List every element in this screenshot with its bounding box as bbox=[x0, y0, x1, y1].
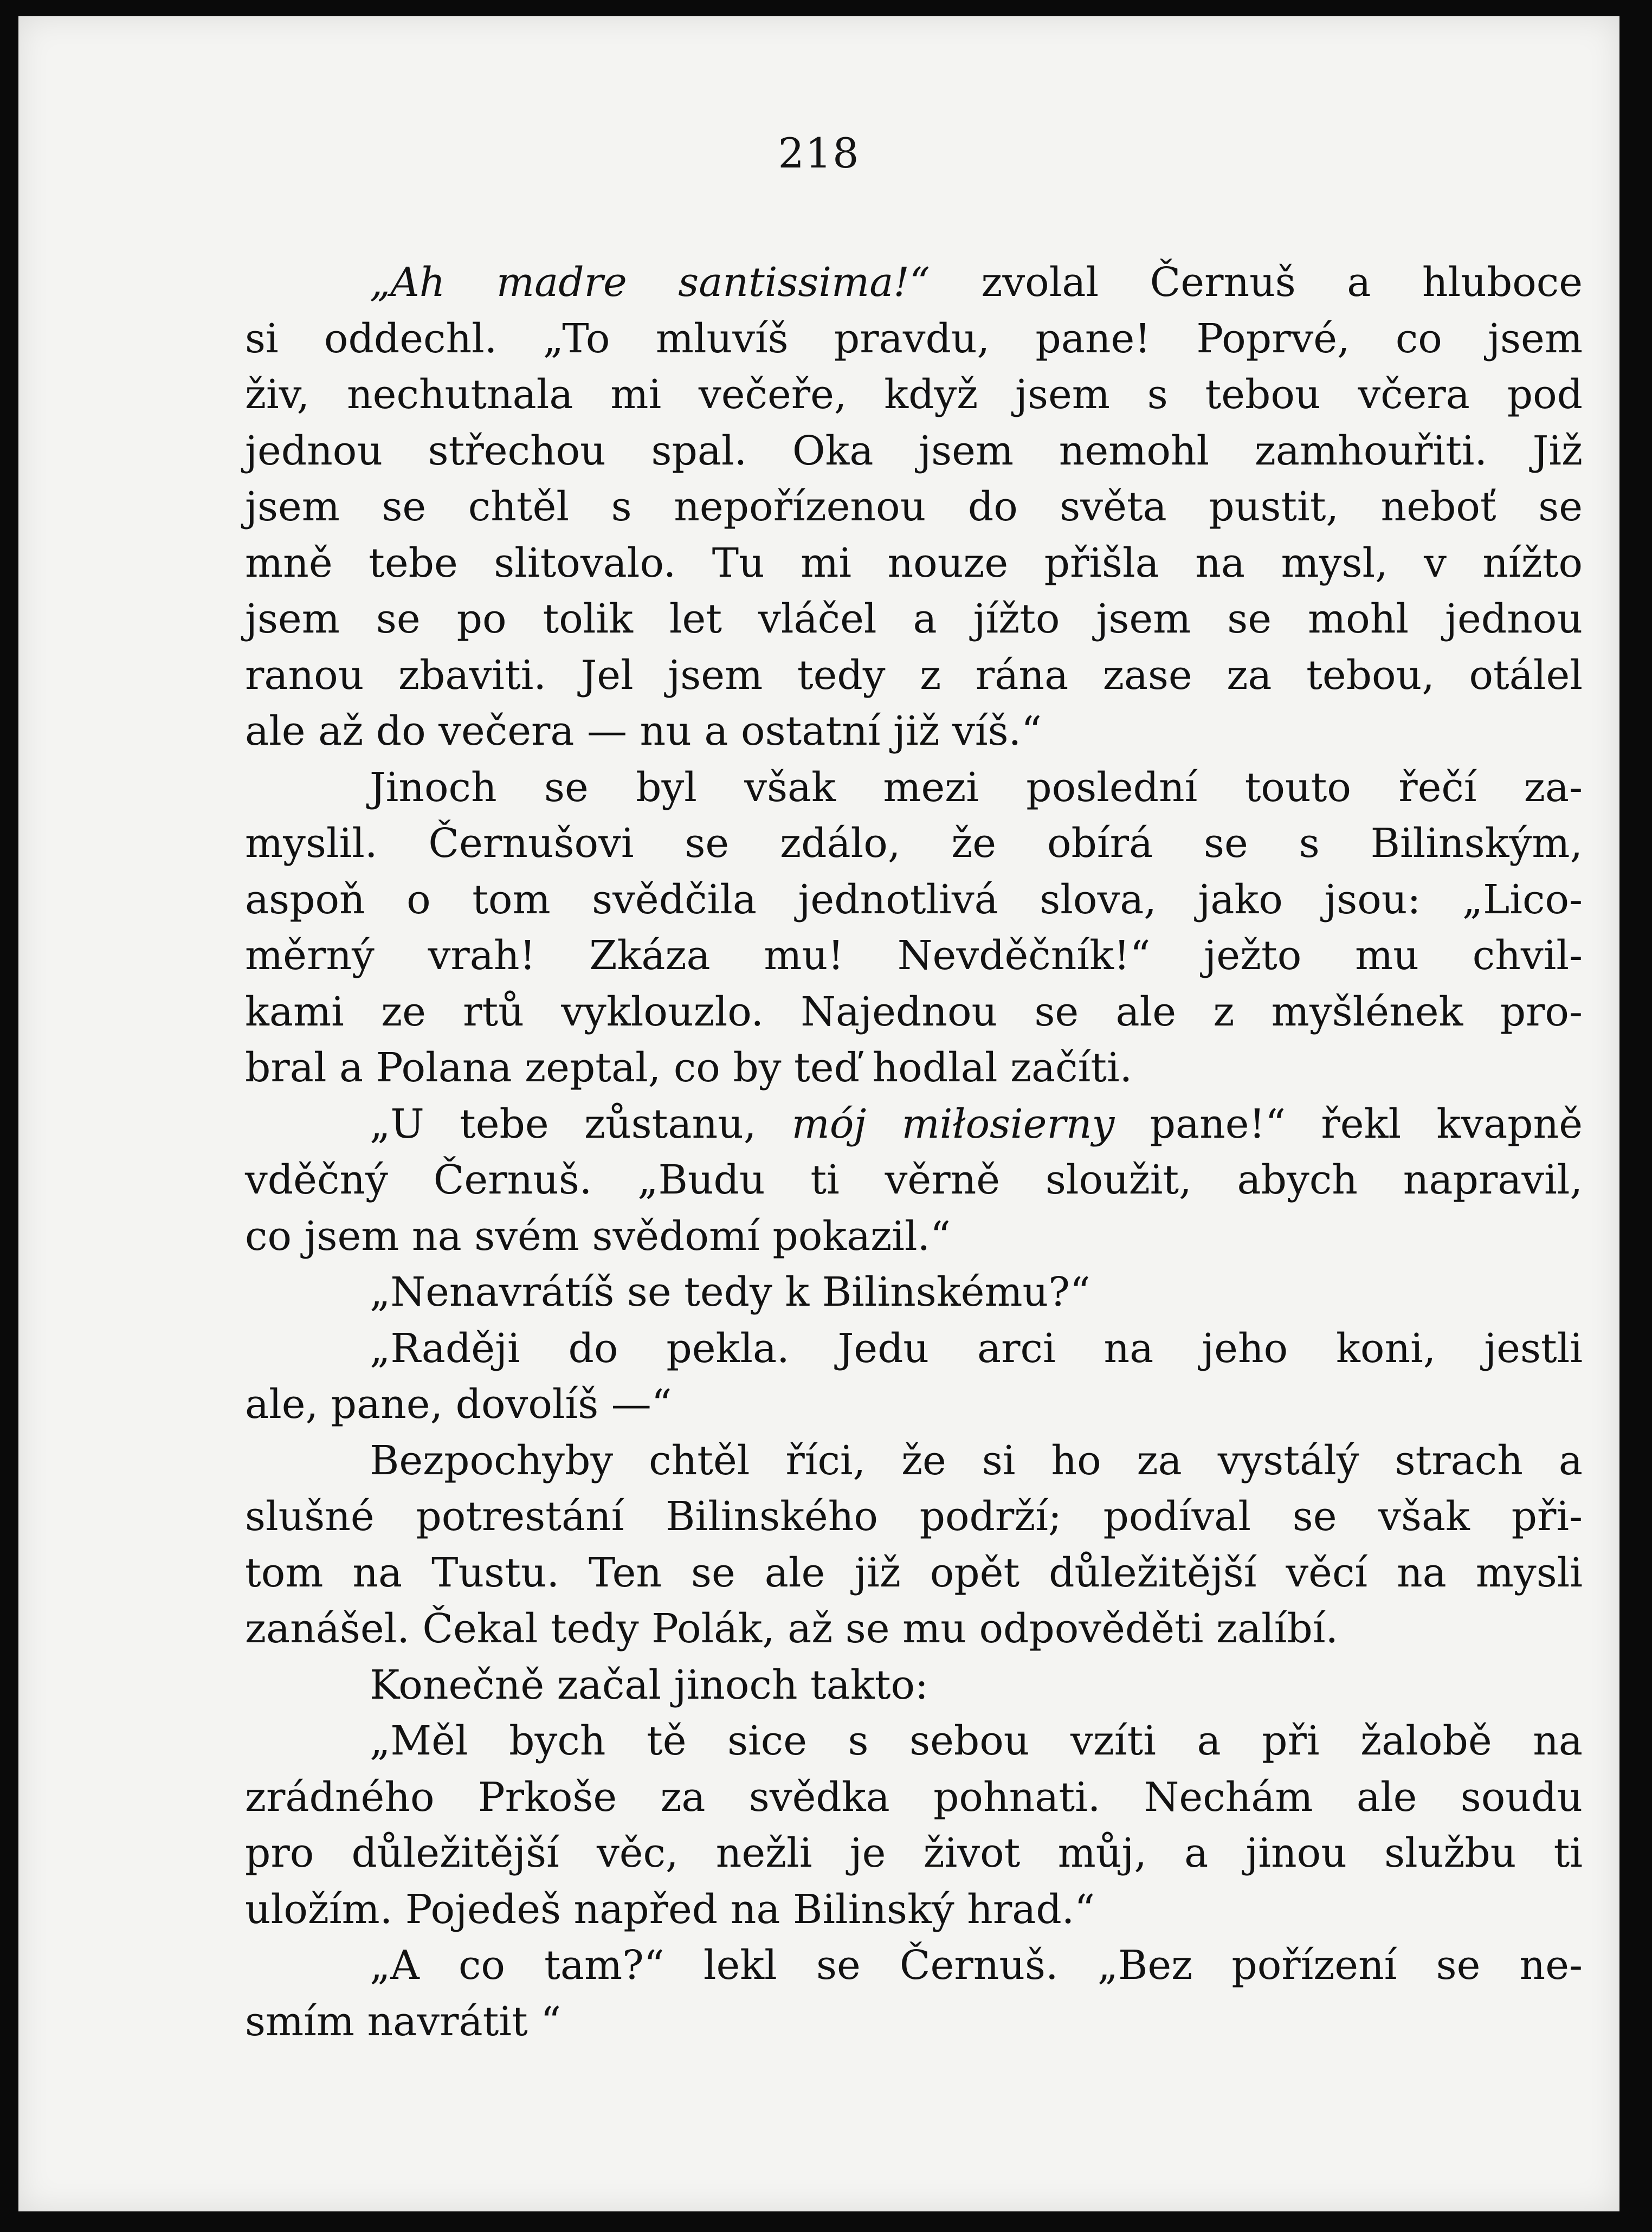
text-run: pane!“ řekl kvapně bbox=[1114, 1100, 1583, 1147]
text-line bbox=[245, 1377, 1583, 1433]
text-run: jsem se chtěl s nepořízenou do světa pustit, neboť se bbox=[245, 483, 1583, 530]
text-run: uložím. Pojedeš napřed na Bilinský hrad.“ bbox=[245, 1886, 1095, 1933]
text-run: co jsem na svém svědomí pokazil.“ bbox=[245, 1212, 951, 1260]
text-line bbox=[245, 1713, 1583, 1770]
text-line bbox=[245, 872, 1583, 928]
text-run: zrádného Prkoše za svědka pohnati. Nechám ale soudu bbox=[245, 1773, 1583, 1821]
text-run: Jinoch se byl však mezi poslední touto řečí za- bbox=[370, 764, 1583, 811]
text-run: ale, pane, dovolíš —“ bbox=[245, 1381, 672, 1428]
text-line bbox=[245, 1489, 1583, 1545]
text-run: mně tebe slitovalo. Tu mi nouze přišla na mysl, v nížto bbox=[245, 539, 1583, 586]
text-run: si oddechl. „To mluvíš pravdu, pane! Poprvé, co jsem bbox=[245, 315, 1583, 362]
text-line bbox=[245, 255, 1583, 311]
italic-phrase: mój miłosierny bbox=[791, 1100, 1115, 1147]
text-run: zvolal Černuš a hluboce bbox=[930, 259, 1583, 306]
text-line bbox=[245, 1321, 1583, 1377]
page-number: 218 bbox=[778, 129, 860, 177]
text-line bbox=[245, 760, 1583, 816]
text-line bbox=[245, 1825, 1583, 1882]
text-run: jednou střechou spal. Oka jsem nemohl zamhouřiti. Již bbox=[245, 427, 1583, 474]
text-run: „A co tam?“ lekl se Černuš. „Bez pořízení se ne- bbox=[370, 1942, 1583, 1989]
text-run: ranou zbaviti. Jel jsem tedy z rána zase za tebou, otálel bbox=[245, 651, 1583, 699]
text-run: zanášel. Čekal tedy Polák, až se mu odpověděti zalíbí. bbox=[245, 1605, 1338, 1652]
text-line bbox=[245, 1433, 1583, 1489]
text-line bbox=[245, 1265, 1583, 1321]
text-line bbox=[245, 648, 1583, 704]
text-line bbox=[245, 1096, 1583, 1153]
text-run: aspoň o tom svědčila jednotlivá slova, jako jsou: „Lico- bbox=[245, 876, 1583, 923]
book-page bbox=[18, 16, 1619, 2211]
text-run: jsem se po tolik let vláčel a jížto jsem se mohl jednou bbox=[245, 596, 1583, 642]
text-run: Konečně začal jinoch takto: bbox=[370, 1661, 928, 1708]
text-run: Bezpochyby chtěl říci, že si ho za vystálý strach a bbox=[370, 1437, 1583, 1484]
text-line bbox=[245, 1152, 1583, 1209]
text-line bbox=[245, 591, 1583, 648]
text-line bbox=[245, 536, 1583, 592]
text-line bbox=[245, 704, 1583, 760]
italic-phrase: „Ah madre santissima!“ bbox=[370, 259, 930, 306]
text-line bbox=[245, 1601, 1583, 1657]
text-line bbox=[245, 1882, 1583, 1938]
text-run: živ, nechutnala mi večeře, když jsem s tebou včera pod bbox=[245, 371, 1583, 418]
text-line bbox=[245, 423, 1583, 480]
text-run: ale až do večera — nu a ostatní již víš.“ bbox=[245, 708, 1042, 754]
text-run: smím navrátit “ bbox=[245, 1998, 562, 2045]
text-line bbox=[245, 1545, 1583, 1602]
text-line bbox=[245, 816, 1583, 872]
text-line bbox=[245, 1770, 1583, 1826]
body-text bbox=[245, 255, 1583, 2050]
text-run: „Nenavrátíš se tedy k Bilinskému?“ bbox=[370, 1269, 1090, 1315]
text-run: vděčný Černuš. „Budu ti věrně sloužit, abych napravil, bbox=[245, 1157, 1583, 1203]
text-run: „U tebe zůstanu, bbox=[370, 1100, 792, 1147]
text-run: „Měl bych tě sice s sebou vzíti a při žalobě na bbox=[370, 1718, 1583, 1764]
text-run: bral a Polana zeptal, co by teď hodlal začíti. bbox=[245, 1044, 1133, 1091]
text-run: tom na Tustu. Ten se ale již opět důležitější věcí na mysli bbox=[245, 1549, 1583, 1596]
text-run: měrný vrah! Zkáza mu! Nevděčník!“ ježto mu chvil- bbox=[245, 932, 1583, 979]
text-line bbox=[245, 984, 1583, 1041]
text-run: „Raději do pekla. Jedu arci na jeho koni, jestli bbox=[370, 1325, 1583, 1372]
text-line bbox=[245, 1040, 1583, 1096]
text-line bbox=[245, 1209, 1583, 1265]
text-run: kami ze rtů vyklouzlo. Najednou se ale z myšlének pro- bbox=[245, 988, 1583, 1035]
text-run: pro důležitější věc, nežli je život můj, a jinou službu ti bbox=[245, 1830, 1583, 1876]
text-run: myslil. Černušovi se zdálo, že obírá se s Bilinským, bbox=[245, 820, 1583, 867]
text-line bbox=[245, 311, 1583, 367]
text-line bbox=[245, 479, 1583, 536]
text-line bbox=[245, 1938, 1583, 1994]
text-line bbox=[245, 928, 1583, 984]
text-line bbox=[245, 367, 1583, 423]
text-line bbox=[245, 1994, 1583, 2050]
text-run: slušné potrestání Bilinského podrží; podíval se však při- bbox=[245, 1493, 1583, 1540]
text-line bbox=[245, 1657, 1583, 1714]
